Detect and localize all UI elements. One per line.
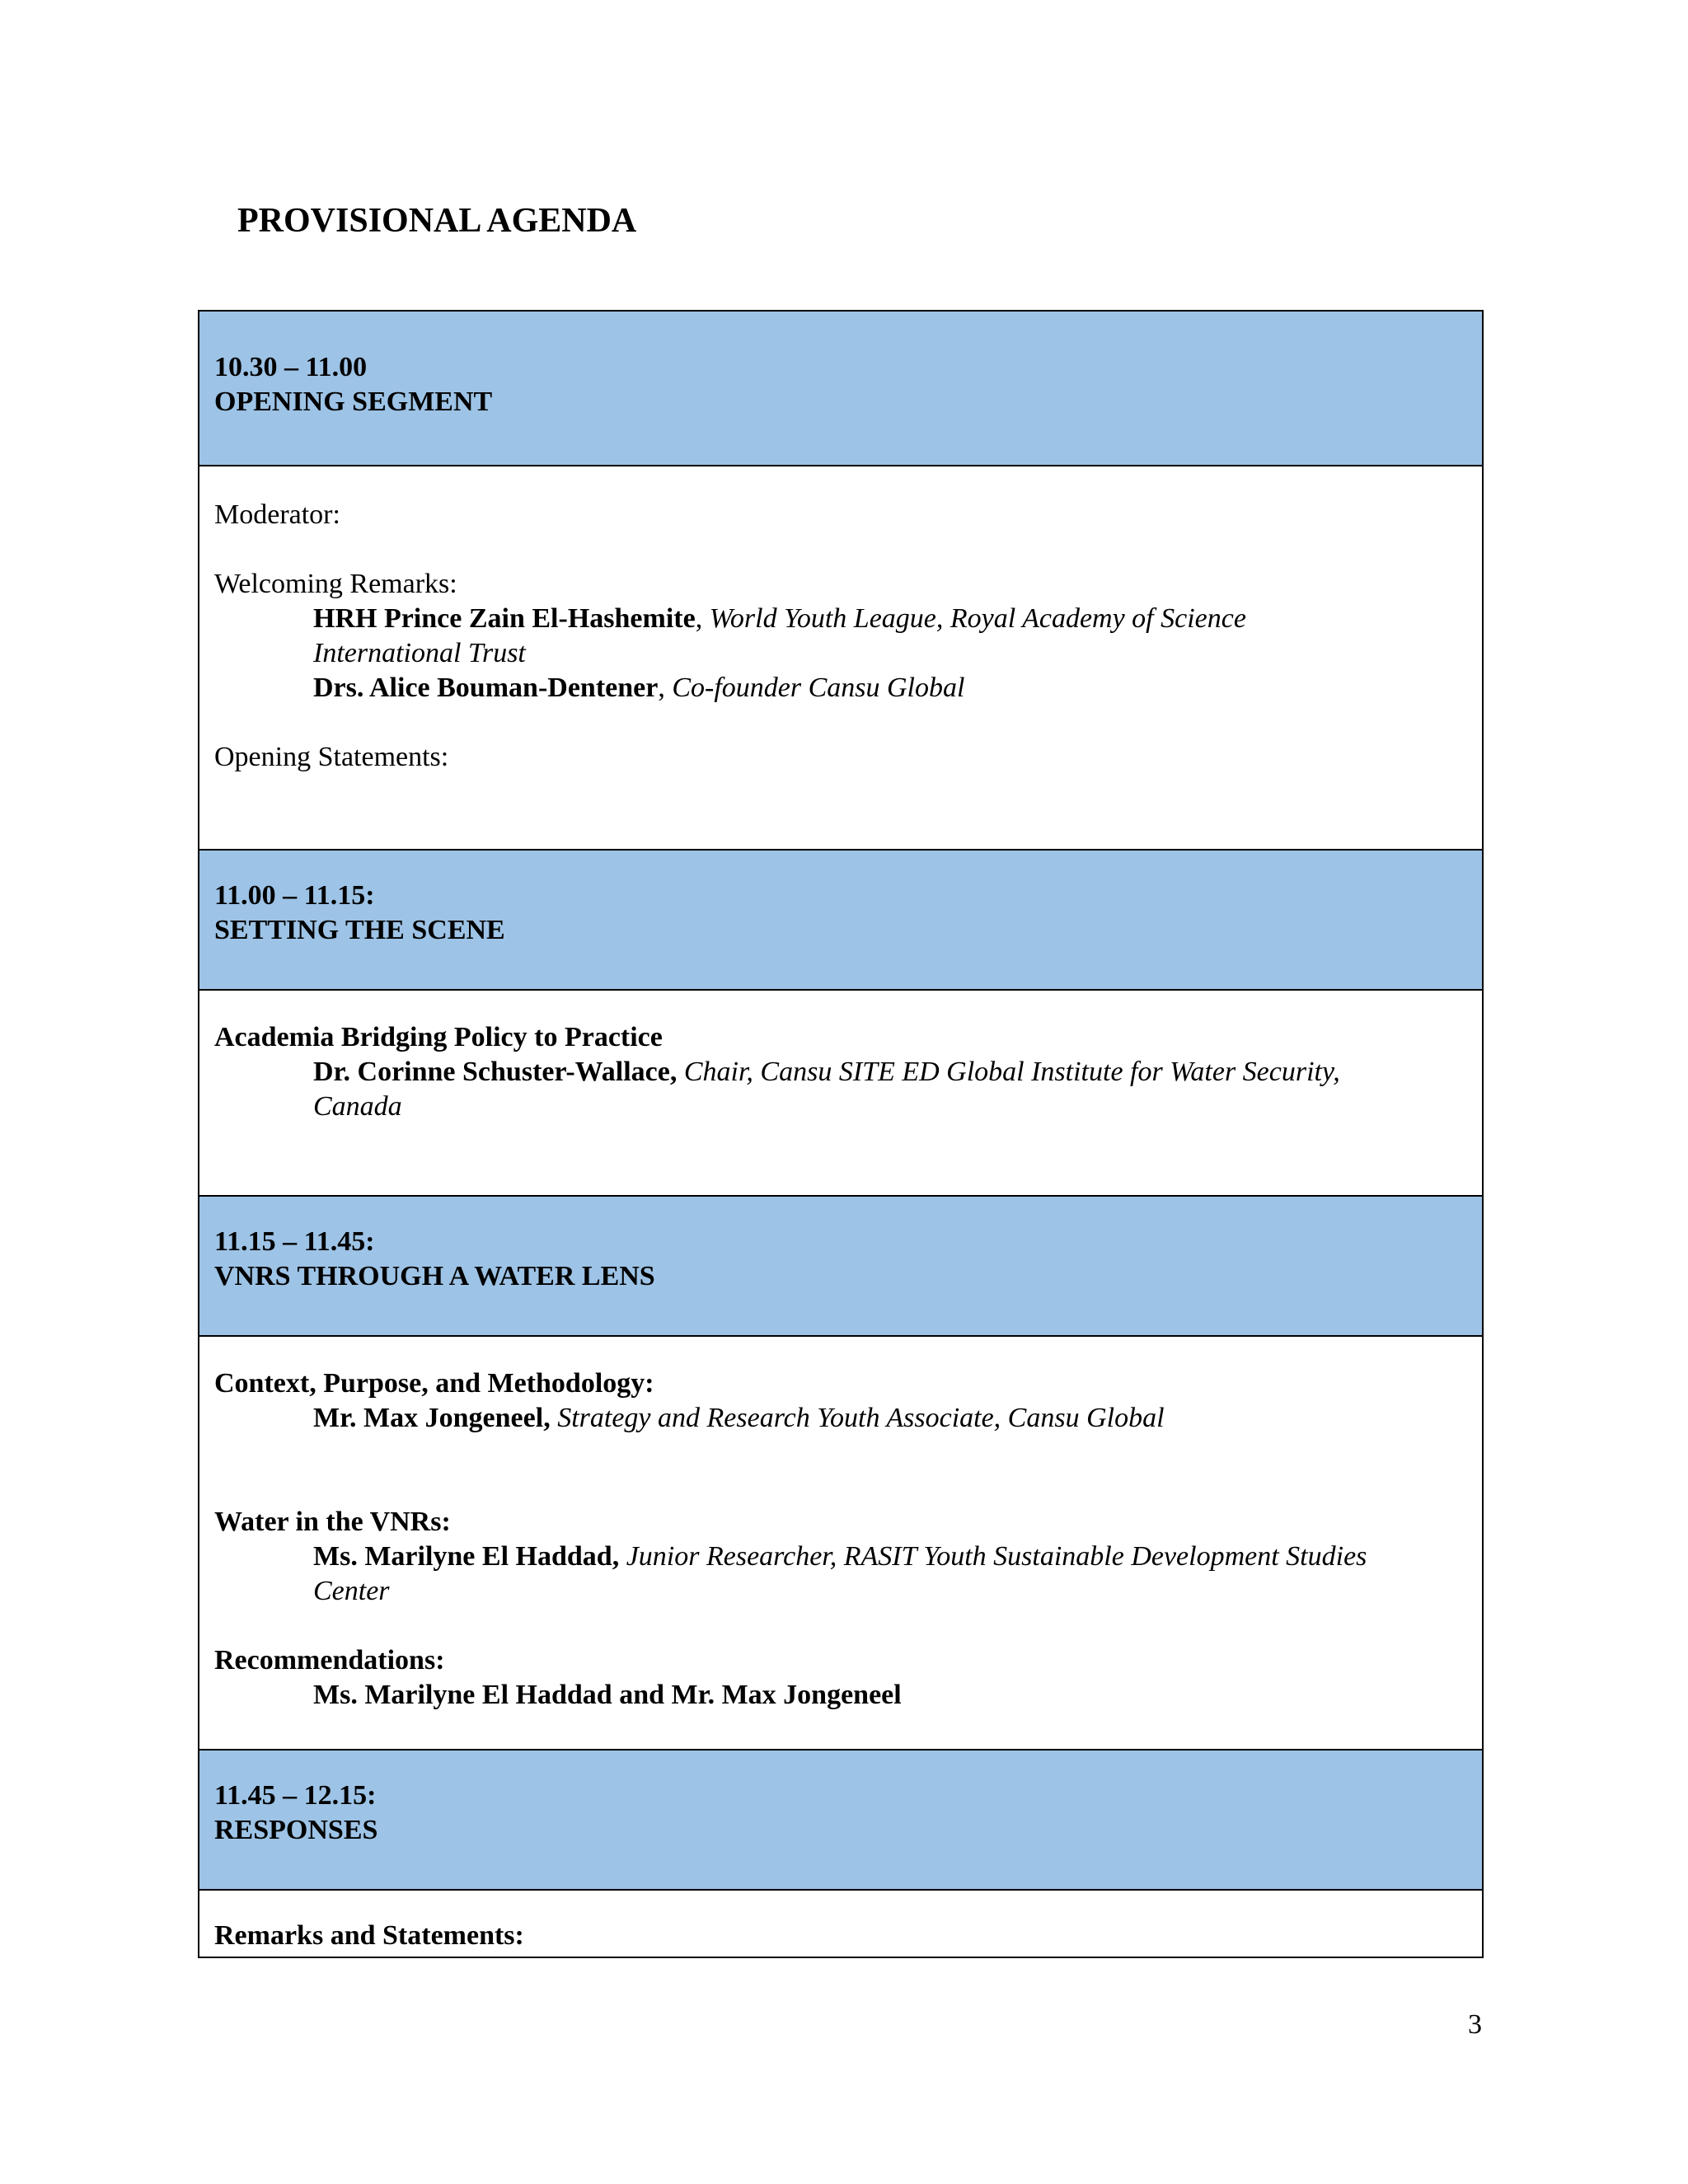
section-header-vnrs-water-lens [199,1197,1482,1337]
section-header-opening-segment [199,312,1482,466]
section-time: 11.45 – 12.15: [214,1780,377,1811]
section-heading: VNRS THROUGH A WATER LENS [214,1261,655,1291]
speaker-affiliation-continued: International Trust [313,638,526,668]
section-heading: RESPONSES [214,1815,378,1845]
moderator-label: Moderator: [214,499,340,530]
section-time: 11.15 – 11.45: [214,1226,375,1257]
section-time: 11.00 – 11.15: [214,880,375,911]
speaker-entry [214,1401,1482,1436]
speaker-separator: , [695,603,710,634]
speaker-affiliation-continued: Canada [313,1091,402,1122]
section-body-responses [199,1891,1482,1957]
speaker-separator: , [658,673,673,703]
agenda-table [198,310,1484,1958]
section-header-responses [199,1750,1482,1891]
speaker-name: Ms. Marilyne El Haddad, [313,1541,620,1572]
speaker-affiliation-continued: Center [313,1576,390,1606]
section-header-setting-the-scene [199,851,1482,991]
section-body-opening-segment [199,466,1482,851]
page-number: 3 [1468,2009,1482,2040]
speaker-entry [214,1540,1482,1574]
speaker-name: HRH Prince Zain El-Hashemite [313,603,696,634]
speaker-entry [214,602,1482,636]
speaker-name: Dr. Corinne Schuster-Wallace, [313,1057,678,1087]
speaker-affiliation: Co-founder Cansu Global [672,673,965,703]
speaker-affiliation: World Youth League, Royal Academy of Science [709,603,1246,634]
topic-label: Context, Purpose, and Methodology: [214,1368,654,1399]
speaker-name: Mr. Max Jongeneel, [313,1403,551,1433]
speaker-name: Drs. Alice Bouman-Dentener [313,673,659,703]
speaker-affiliation: Strategy and Research Youth Associate, Cansu Global [557,1403,1165,1433]
section-heading: SETTING THE SCENE [214,915,505,945]
speaker-affiliation: Junior Researcher, RASIT Youth Sustainable Development Studies [626,1541,1367,1572]
topic-label: Water in the VNRs: [214,1507,451,1537]
speaker-name: Ms. Marilyne El Haddad and Mr. Max Jongeneel [313,1680,902,1710]
topic-label: Remarks and Statements: [214,1920,524,1951]
welcoming-remarks-label: Welcoming Remarks: [214,569,457,599]
section-body-setting-the-scene [199,991,1482,1197]
speaker-entry [214,1055,1482,1090]
section-heading: OPENING SEGMENT [214,387,493,417]
opening-statements-label: Opening Statements: [214,742,449,772]
speaker-entry [214,671,1482,705]
speaker-affiliation: Chair, Cansu SITE ED Global Institute for Water Security, [683,1057,1340,1087]
section-time: 10.30 – 11.00 [214,352,368,382]
topic-label: Recommendations: [214,1645,445,1675]
section-body-vnrs-water-lens [199,1337,1482,1750]
page-title: PROVISIONAL AGENDA [237,202,637,240]
topic-label: Academia Bridging Policy to Practice [214,1022,663,1052]
